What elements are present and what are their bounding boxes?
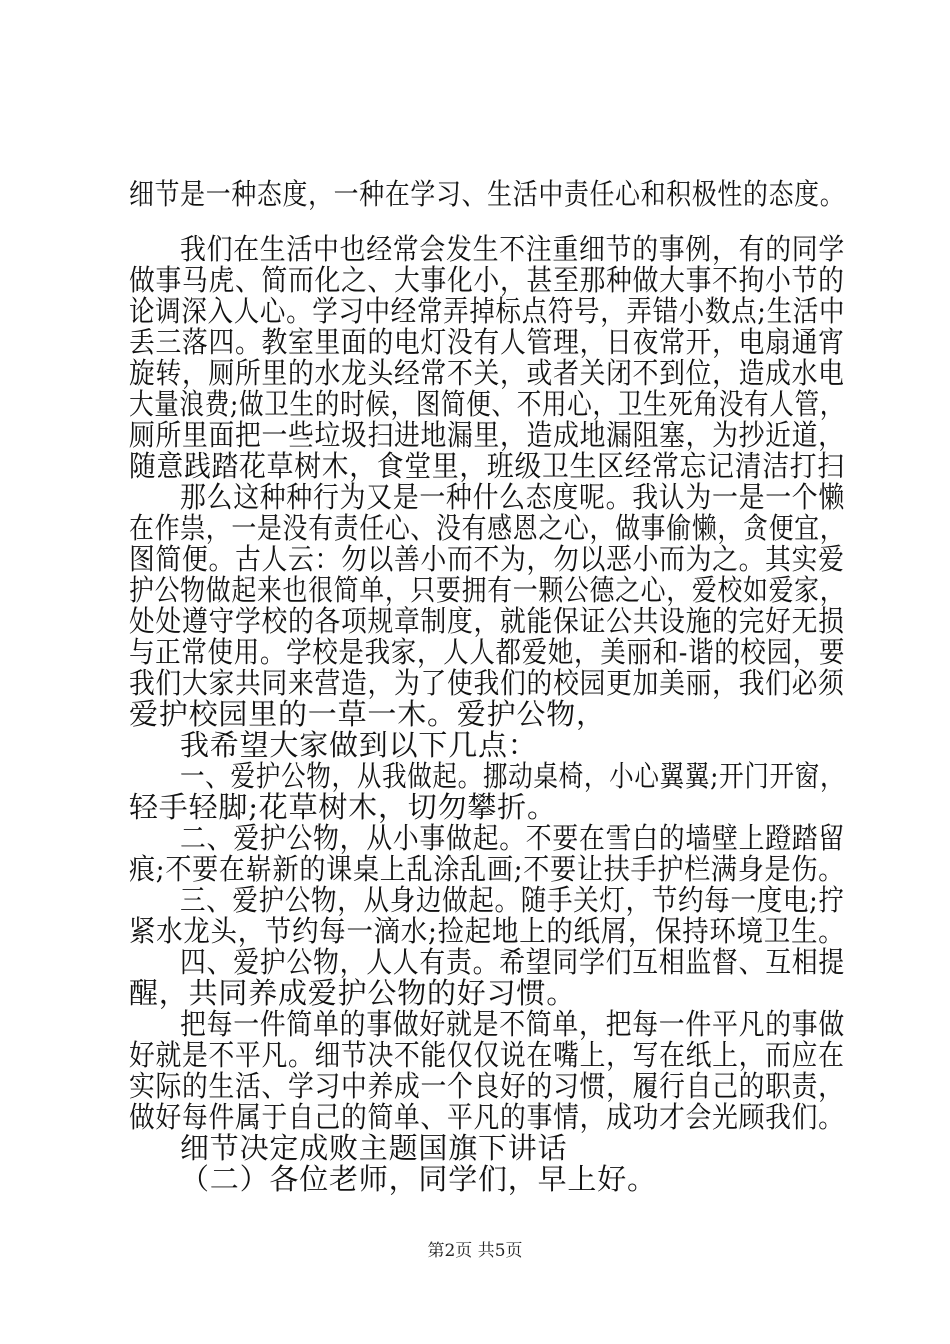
text-line: 好就是不平凡。细节决不能仅仅说在嘴上，写在纸上，而应在 [129,1038,845,1072]
page-number-footer: 第2页 共5页 [427,1241,523,1261]
text-line: 厕所里面把一些垃圾扫进地漏里，造成地漏阻塞，为抄近道， [129,418,845,452]
text-line: 四、爱护公物，人人有责。希望同学们互相监督、互相提 [180,945,846,979]
text-line: 我希望大家做到以下几点： [180,728,538,762]
text-line: 轻手轻脚;花草树木，切勿攀折。 [129,790,557,824]
text-line: 三、爱护公物，从身边做起。随手关灯，节约每一度电;拧 [180,883,845,917]
text-line: 醒，共同养成爱护公物的好习惯。 [129,976,577,1010]
text-line: 大量浪费;做卫生的时候，图简便、不用心，卫生死角没有人管， [129,387,845,421]
text-line: 把每一件简单的事做好就是不简单，把每一件平凡的事做 [180,1007,846,1041]
text-line: 爱护校园里的一草一木。爱护公物， [129,697,606,731]
text-line: 二、爱护公物，从小事做起。不要在雪白的墙壁上蹬踏留 [180,821,846,855]
text-line: 细节是一种态度，一种在学习、生活中责任心和积极性的态度。 [129,177,846,211]
text-line: 旋转，厕所里的水龙头经常不关，或者关闭不到位，造成水电 [129,356,845,390]
text-line: 实际的生活、学习中养成一个良好的习惯，履行自己的职责， [129,1069,845,1103]
text-line: 我们大家共同来营造，为了使我们的校园更加美丽，我们必须 [129,666,845,700]
text-line: 与正常使用。学校是我家，人人都爱她，美丽和-谐的校园，要 [129,635,846,669]
text-line: 我们在生活中也经常会发生不注重细节的事例，有的同学 [180,232,846,266]
text-line: 图简便。古人云：勿以善小而不为，勿以恶小而为之。其实爱 [129,542,845,576]
text-line: 那么这种种行为又是一种什么态度呢。我认为一是一个懒 [180,480,846,514]
text-line: 细节决定成败主题国旗下讲话 [180,1131,568,1165]
text-line: 随意践踏花草树木，食堂里，班级卫生区经常忘记清洁打扫 [129,449,845,483]
text-line: 紧水龙头，节约每一滴水;捡起地上的纸屑，保持环境卫生。 [129,914,846,948]
text-line: 护公物做起来也很简单，只要拥有一颗公德之心，爱校如爱家， [129,573,846,607]
text-line: 痕;不要在崭新的课桌上乱涂乱画;不要让扶手护栏满身是伤。 [129,852,845,886]
text-line: 丢三落四。教室里面的电灯没有人管理，日夜常开，电扇通宵 [129,325,845,359]
text-line: 在作祟，一是没有责任心、没有感恩之心，做事偷懒，贪便宜， [129,511,846,545]
text-line: 处处遵守学校的各项规章制度，就能保证公共设施的完好无损 [129,604,845,638]
text-line: 一、爱护公物，从我做起。挪动桌椅，小心翼翼;开门开窗， [180,759,846,793]
text-line: 做事马虎、简而化之、大事化小，甚至那种做大事不拘小节的 [129,263,845,297]
text-line: 做好每件属于自己的简单、平凡的事情，成功才会光顾我们。 [129,1100,845,1134]
text-line: 论调深入人心。学习中经常弄掉标点符号，弄错小数点;生活中 [129,294,846,328]
text-line: （二）各位老师，同学们，早上好。 [180,1162,657,1196]
